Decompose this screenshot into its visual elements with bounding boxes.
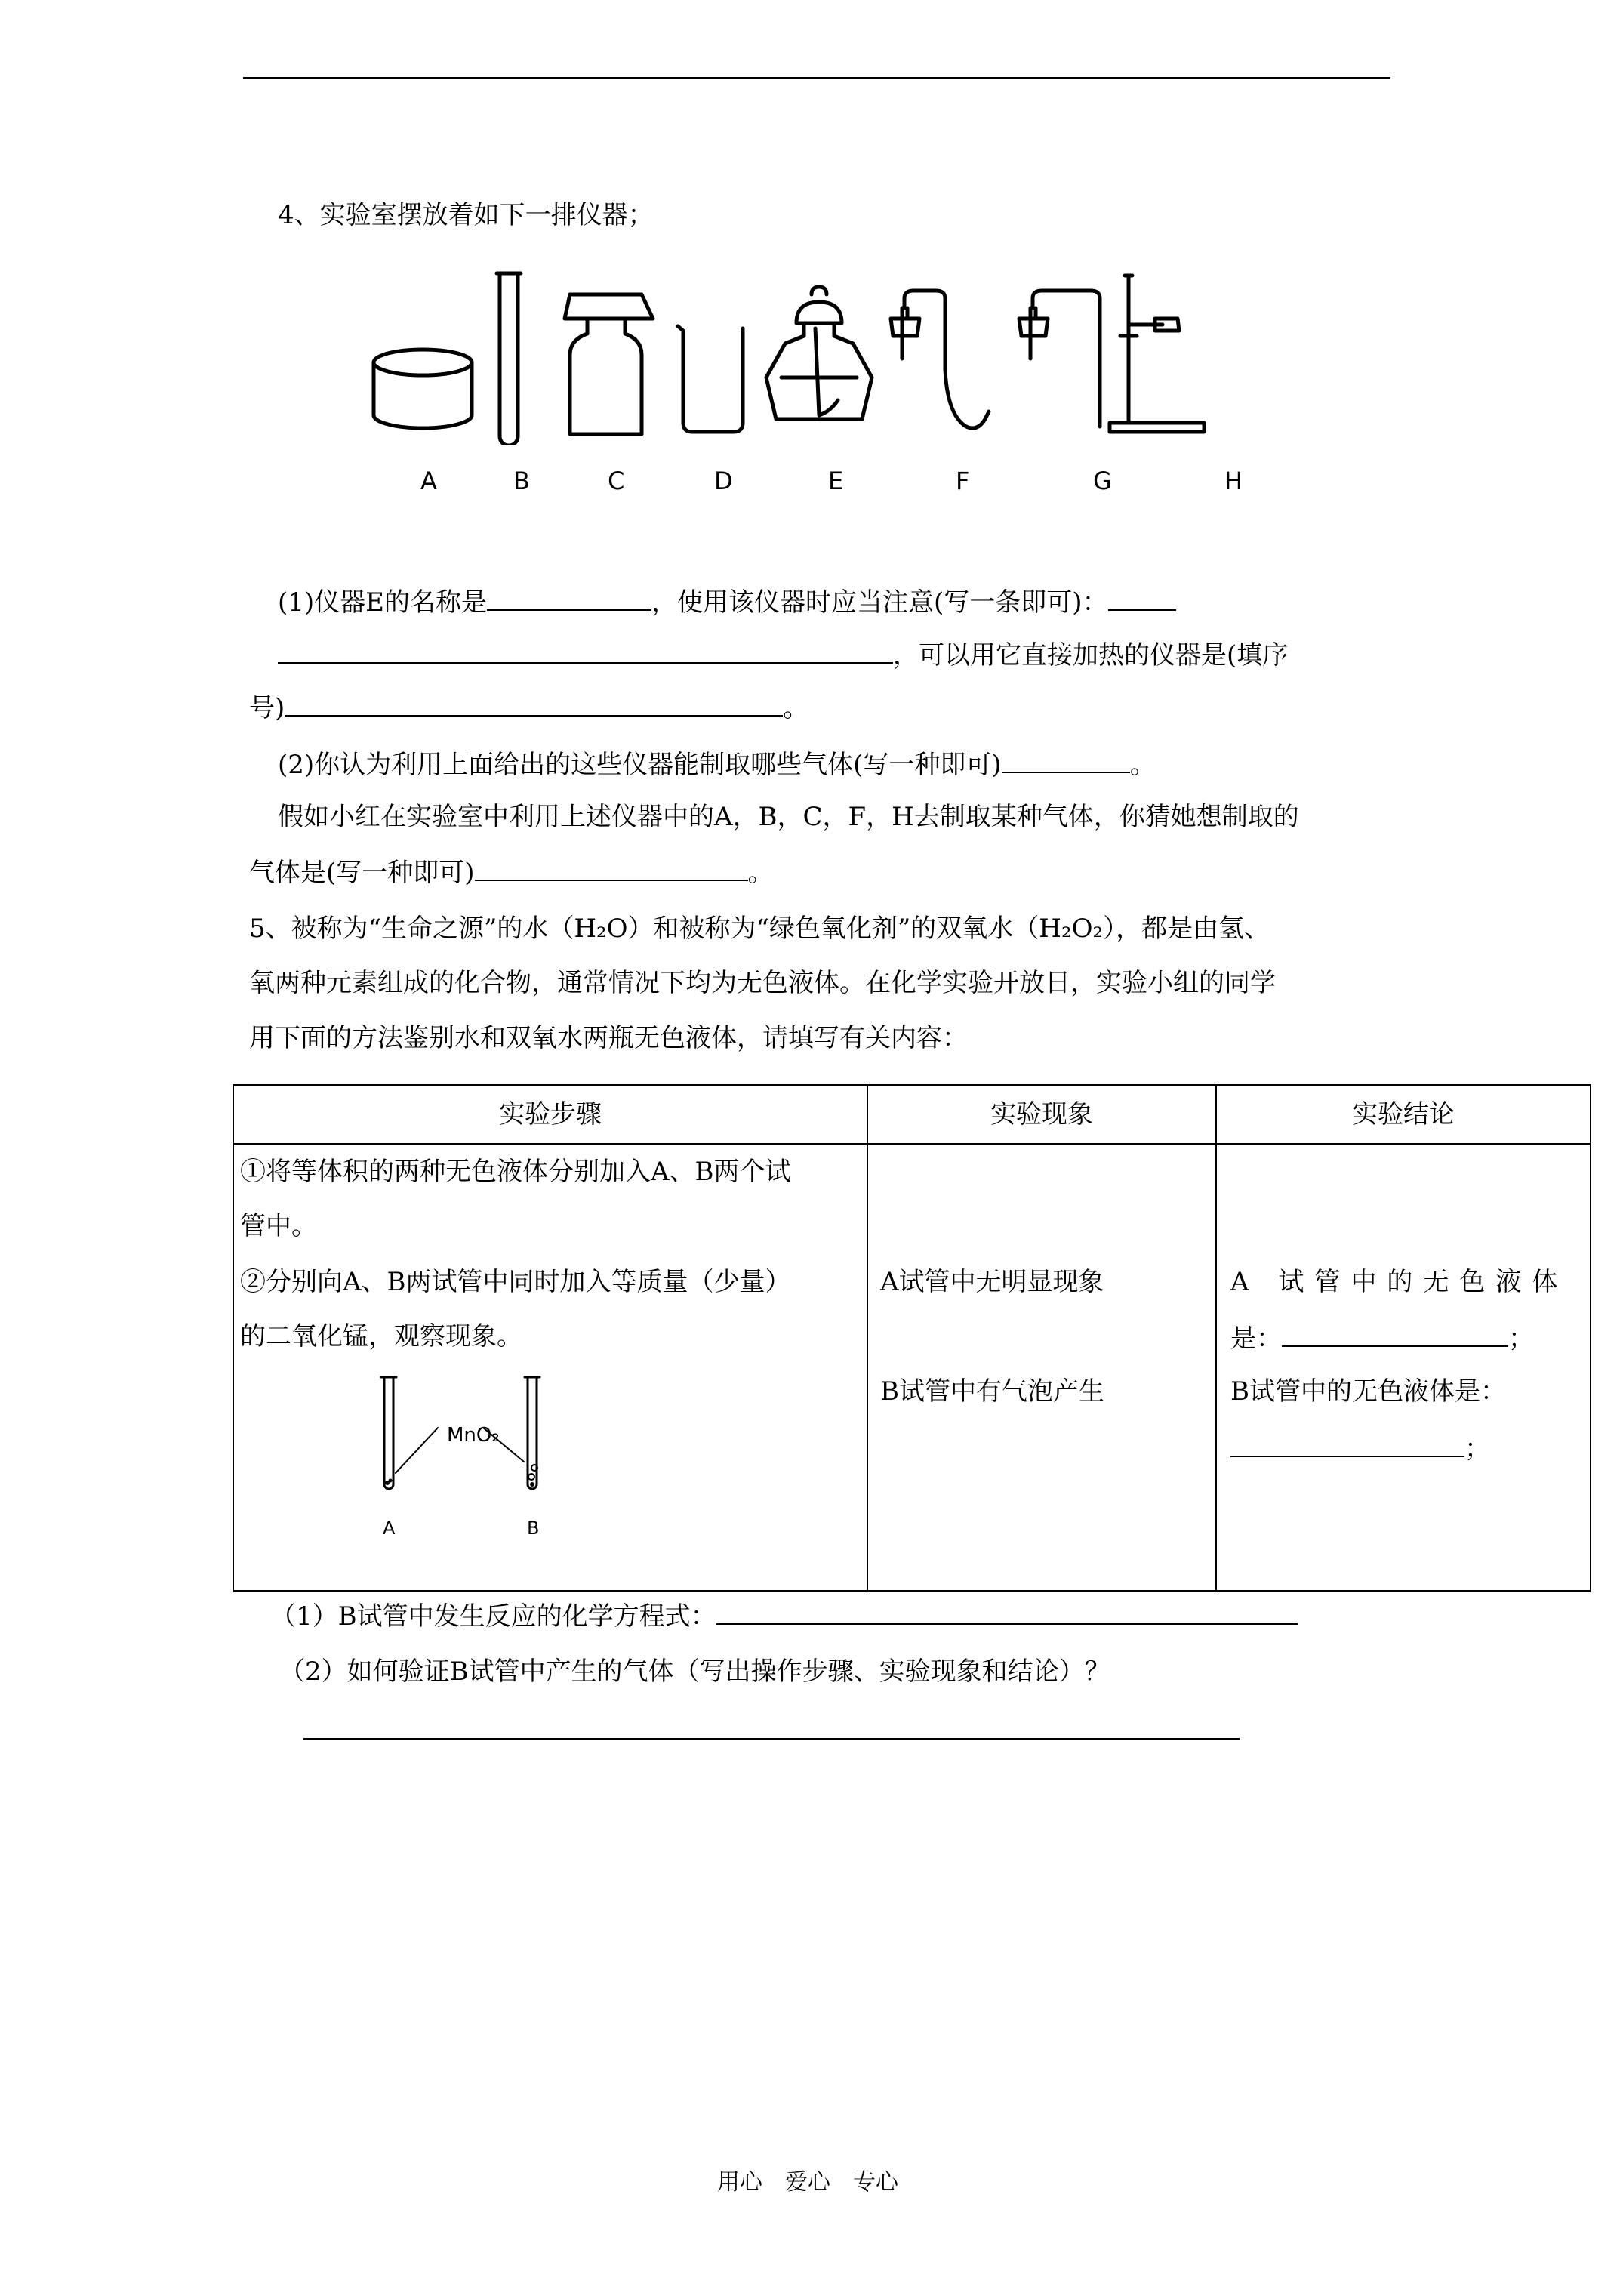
phenomenon-b: B试管中有气泡产生 — [880, 1376, 1104, 1407]
q5-intro-line2: 氧两种元素组成的化合物，通常情况下均为无色液体。在化学实验开放日，实验小组的同学 — [249, 968, 1276, 998]
step2-line2: 的二氧化锰，观察现象。 — [240, 1321, 522, 1351]
q5-sub2: （2）如何验证B试管中产生的气体（写出操作步骤、实验现象和结论）？ — [279, 1657, 1110, 1687]
instrument-h-iron-stand — [1110, 276, 1204, 432]
answer-blank-caution-start[interactable] — [1108, 585, 1176, 611]
q4-part3-line1: 假如小红在实验室中利用上述仪器中的A，B，C，F，H去制取某种气体，你猜她想制取的 — [278, 802, 1299, 832]
instrument-label-h: H — [1224, 467, 1243, 495]
tube-label-b: B — [527, 1518, 540, 1539]
answer-blank-e-name[interactable] — [487, 585, 651, 611]
instrument-e-alcohol-lamp — [766, 287, 872, 419]
answer-blank-heating[interactable] — [285, 691, 783, 717]
instrument-label-f: F — [956, 467, 970, 495]
instruments-figure — [362, 264, 1313, 445]
cell-phenomenon — [867, 1144, 1216, 1591]
header-conclusion: 实验结论 — [1216, 1085, 1591, 1144]
table-header-row — [233, 1085, 1591, 1144]
answer-blank-tube-b[interactable] — [1230, 1432, 1464, 1457]
q5-intro-line3: 用下面的方法鉴别水和双氧水两瓶无色液体，请填写有关内容： — [249, 1023, 968, 1053]
instrument-label-d: D — [714, 467, 733, 495]
answer-blank-equation[interactable] — [716, 1599, 1298, 1625]
header-phenomenon: 实验现象 — [867, 1085, 1216, 1144]
instrument-label-b: B — [513, 467, 530, 495]
cell-conclusion — [1216, 1144, 1591, 1591]
q4-title: 4、实验室摆放着如下一排仪器； — [278, 200, 654, 230]
instrument-label-g: G — [1093, 467, 1112, 495]
page-footer: 用心 爱心 专心 — [717, 2169, 898, 2196]
answer-blank-verify[interactable] — [303, 1738, 1240, 1740]
step1-line2: 管中。 — [240, 1211, 317, 1241]
q5-intro-line1: 5、被称为“生命之源”的水（H₂O）和被称为“绿色氧化剂”的双氧水（H₂O₂），都是由氢、 — [249, 914, 1270, 944]
mno2-label: MnO₂ — [447, 1424, 500, 1447]
answer-blank-caution[interactable] — [278, 638, 893, 664]
q4-part1-line3: 号) 。 — [249, 691, 808, 723]
instrument-d-beaker — [678, 326, 743, 432]
q4-part1-line1: (1)仪器E的名称是 ，使用该仪器时应当注意(写一条即可)： — [278, 585, 1176, 618]
instrument-c-gas-jar — [565, 294, 653, 434]
q4-part2: (2)你认为利用上面给出的这些仪器能制取哪些气体(写一种即可) 。 — [278, 747, 1156, 780]
q4-part1-line2: ，可以用它直接加热的仪器是(填序 — [278, 638, 1288, 670]
conclusion-a-line1: A 试管中的无色液体 — [1230, 1267, 1569, 1297]
answer-blank-tube-a[interactable] — [1282, 1321, 1508, 1347]
experiment-table — [233, 1084, 1591, 1592]
header-rule — [243, 77, 1390, 79]
step2-line1: ②分别向A、B两试管中同时加入等质量（少量） — [240, 1267, 791, 1297]
instrument-a-dish — [374, 350, 472, 428]
conclusion-b-line2: ； — [1230, 1432, 1490, 1464]
instrument-label-e: E — [828, 467, 844, 495]
phenomenon-a: A试管中无明显现象 — [880, 1267, 1104, 1297]
conclusion-a-line2: 是： ； — [1230, 1321, 1534, 1354]
instrument-f-delivery-tube — [891, 291, 989, 428]
q4-part3-line2: 气体是(写一种即可) 。 — [249, 855, 774, 888]
step1-line1: ①将等体积的两种无色液体分别加入A、B两个试 — [240, 1157, 791, 1187]
instrument-label-a: A — [420, 467, 437, 495]
answer-blank-gas[interactable] — [1002, 747, 1130, 773]
instrument-g-delivery-tube — [1019, 291, 1100, 427]
instrument-b-test-tube — [497, 273, 521, 445]
answer-blank-xiaohong-gas[interactable] — [475, 855, 748, 881]
cell-steps — [233, 1144, 867, 1591]
tube-label-a: A — [383, 1518, 396, 1539]
conclusion-b-line1: B试管中的无色液体是： — [1230, 1376, 1506, 1407]
table-row — [233, 1144, 1591, 1591]
q5-sub1: （1）B试管中发生反应的化学方程式： — [270, 1599, 1298, 1632]
instrument-label-c: C — [608, 467, 625, 495]
header-steps: 实验步骤 — [233, 1085, 867, 1144]
